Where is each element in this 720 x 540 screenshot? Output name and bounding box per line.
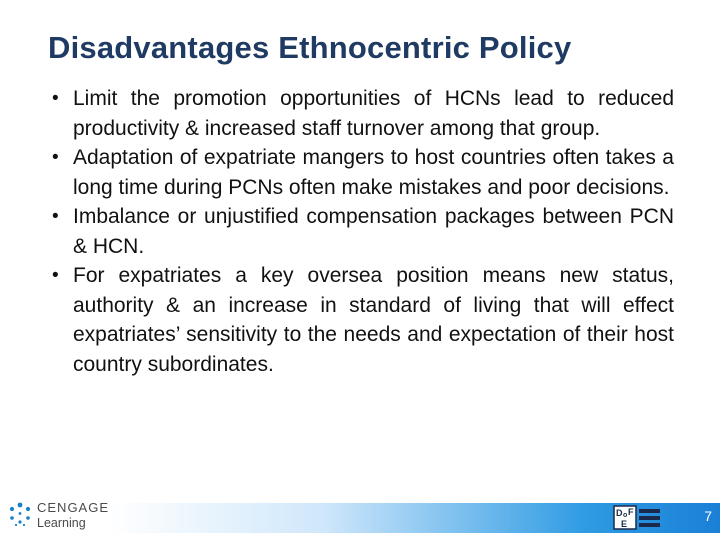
- bullet-item: [52, 84, 674, 143]
- logo-wordmark: CENGAGE: [37, 500, 110, 515]
- bullet-item: [52, 202, 674, 261]
- page-number: 7: [704, 508, 712, 524]
- doe-letter: o: [623, 512, 628, 519]
- doe-icon: [613, 505, 661, 530]
- logo-subtitle: Learning: [37, 516, 86, 530]
- bullet-dot: •: [52, 265, 59, 286]
- bullet-text: Limit the promotion opportunities of HCNs lead to reduced productivity & increased staff turnover among that group.: [73, 87, 674, 140]
- bullet-text: Imbalance or unjustified compensation packages between PCN & HCN.: [73, 205, 674, 258]
- bullet-item: [52, 143, 674, 202]
- bullet-dot: •: [52, 88, 59, 109]
- bullet-list: [52, 84, 674, 379]
- doe-letter: D: [616, 508, 623, 518]
- doe-letter: F: [628, 507, 634, 517]
- bullet-text: Adaptation of expatriate mangers to host countries often takes a long time during PCNs often make mistakes and poor decisions.: [73, 146, 674, 199]
- bullet-dot: •: [52, 147, 59, 168]
- cengage-logo-icon: [6, 500, 34, 528]
- cengage-logo: [6, 497, 110, 535]
- doe-letter: E: [621, 519, 628, 529]
- slide-title: Disadvantages Ethnocentric Policy: [48, 30, 572, 65]
- bullet-text: For expatriates a key oversea position means new status, authority & an increase in standard of living that will effect expatriates’ sensitivity to the needs and expectation of their host country subordinates.: [73, 264, 674, 376]
- bullet-dot: •: [52, 206, 59, 227]
- bullet-item: [52, 261, 674, 379]
